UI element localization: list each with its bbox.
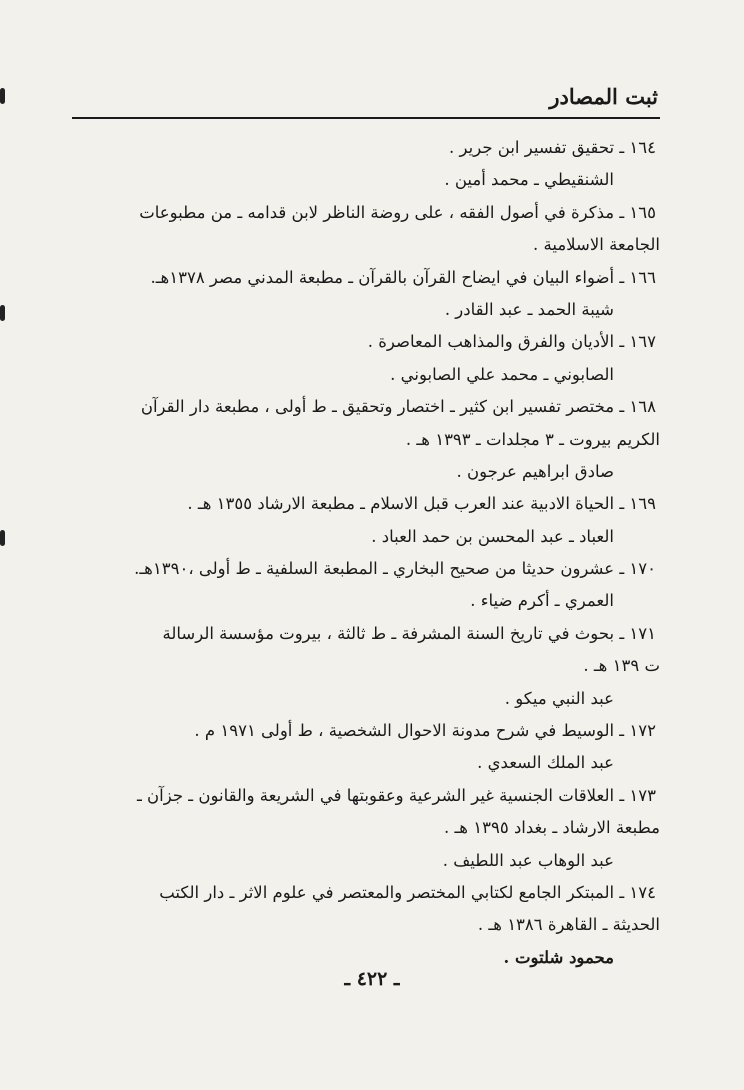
entry-continuation: مطبعة الارشاد ـ بغداد ١٣٩٥ هـ . <box>443 818 660 838</box>
bibliography-entry: ١٦٩ ـ الحياة الادبية عند العرب قبل الاسلام ـ مطبعة الارشاد ١٣٥٥ هـ . <box>187 494 656 514</box>
bibliography-entry: ١٧٠ ـ عشرون حديثا من صحيح البخاري ـ المطبعة السلفية ـ ط أولى ،١٣٩٠هـ. <box>134 559 656 579</box>
bibliography-entry: ١٧٢ ـ الوسيط في شرح مدونة الاحوال الشخصية ، ط أولى ١٩٧١ م . <box>194 721 656 741</box>
author-heading: عبد الملك السعدي . <box>477 753 614 773</box>
author-heading: العمري ـ أكرم ضياء . <box>470 591 614 611</box>
author-heading: الصابوني ـ محمد علي الصابوني . <box>390 364 614 384</box>
author-heading: محمود شلتوت . <box>503 947 614 967</box>
author-heading: الشنقيطي ـ محمد أمين . <box>444 170 614 190</box>
header-rule <box>72 117 660 119</box>
bibliography-entry: ١٧٣ ـ العلاقات الجنسية غير الشرعية وعقوبتها في الشريعة والقانون ـ جزآن ـ <box>136 785 656 805</box>
page-header-title: ثبت المصادر <box>549 84 658 109</box>
author-heading: عبد النبي ميكو . <box>504 688 614 708</box>
author-heading: صادق ابراهيم عرجون . <box>456 461 614 481</box>
margin-mark <box>0 305 5 321</box>
bibliography-entry: ١٦٥ ـ مذكرة في أصول الفقه ، على روضة الناظر لابن قدامه ـ من مطبوعات <box>139 202 656 222</box>
bibliography-entry: ١٦٧ ـ الأديان والفرق والمذاهب المعاصرة . <box>367 332 656 352</box>
author-heading: شيبة الحمد ـ عبد القادر . <box>444 299 614 319</box>
entry-continuation: ت ١٣٩ هـ . <box>583 656 660 676</box>
bibliography-list <box>82 132 660 974</box>
entry-continuation: الحديثة ـ القاهرة ١٣٨٦ هـ . <box>477 915 660 935</box>
bibliography-entry: ١٧٤ ـ المبتكر الجامع لكتابي المختصر والمعتصر في علوم الاثر ـ دار الكتب <box>159 882 656 902</box>
author-heading: عبد الوهاب عبد اللطيف . <box>442 850 614 870</box>
author-heading: العباد ـ عبد المحسن بن حمد العباد . <box>371 526 614 546</box>
bibliography-entry: ١٦٤ ـ تحقيق تفسير ابن جرير . <box>449 138 656 157</box>
bibliography-entry: ١٦٦ ـ أضواء البيان في ايضاح القرآن بالقرآن ـ مطبعة المدني مصر ١٣٧٨هـ. <box>150 267 656 287</box>
page-number: ـ ٤٢٢ ـ <box>344 968 400 990</box>
entry-continuation: الجامعة الاسلامية . <box>533 235 660 255</box>
bibliography-entry: ١٧١ ـ بحوث في تاريخ السنة المشرفة ـ ط ثالثة ، بيروت مؤسسة الرسالة <box>162 623 656 643</box>
bibliography-entry: ١٦٨ ـ مختصر تفسير ابن كثير ـ اختصار وتحقيق ـ ط أولى ، مطبعة دار القرآن <box>140 397 656 417</box>
margin-mark <box>0 530 5 546</box>
entry-continuation: الكريم بيروت ـ ٣ مجلدات ـ ١٣٩٣ هـ . <box>405 429 660 449</box>
margin-mark <box>0 88 5 104</box>
